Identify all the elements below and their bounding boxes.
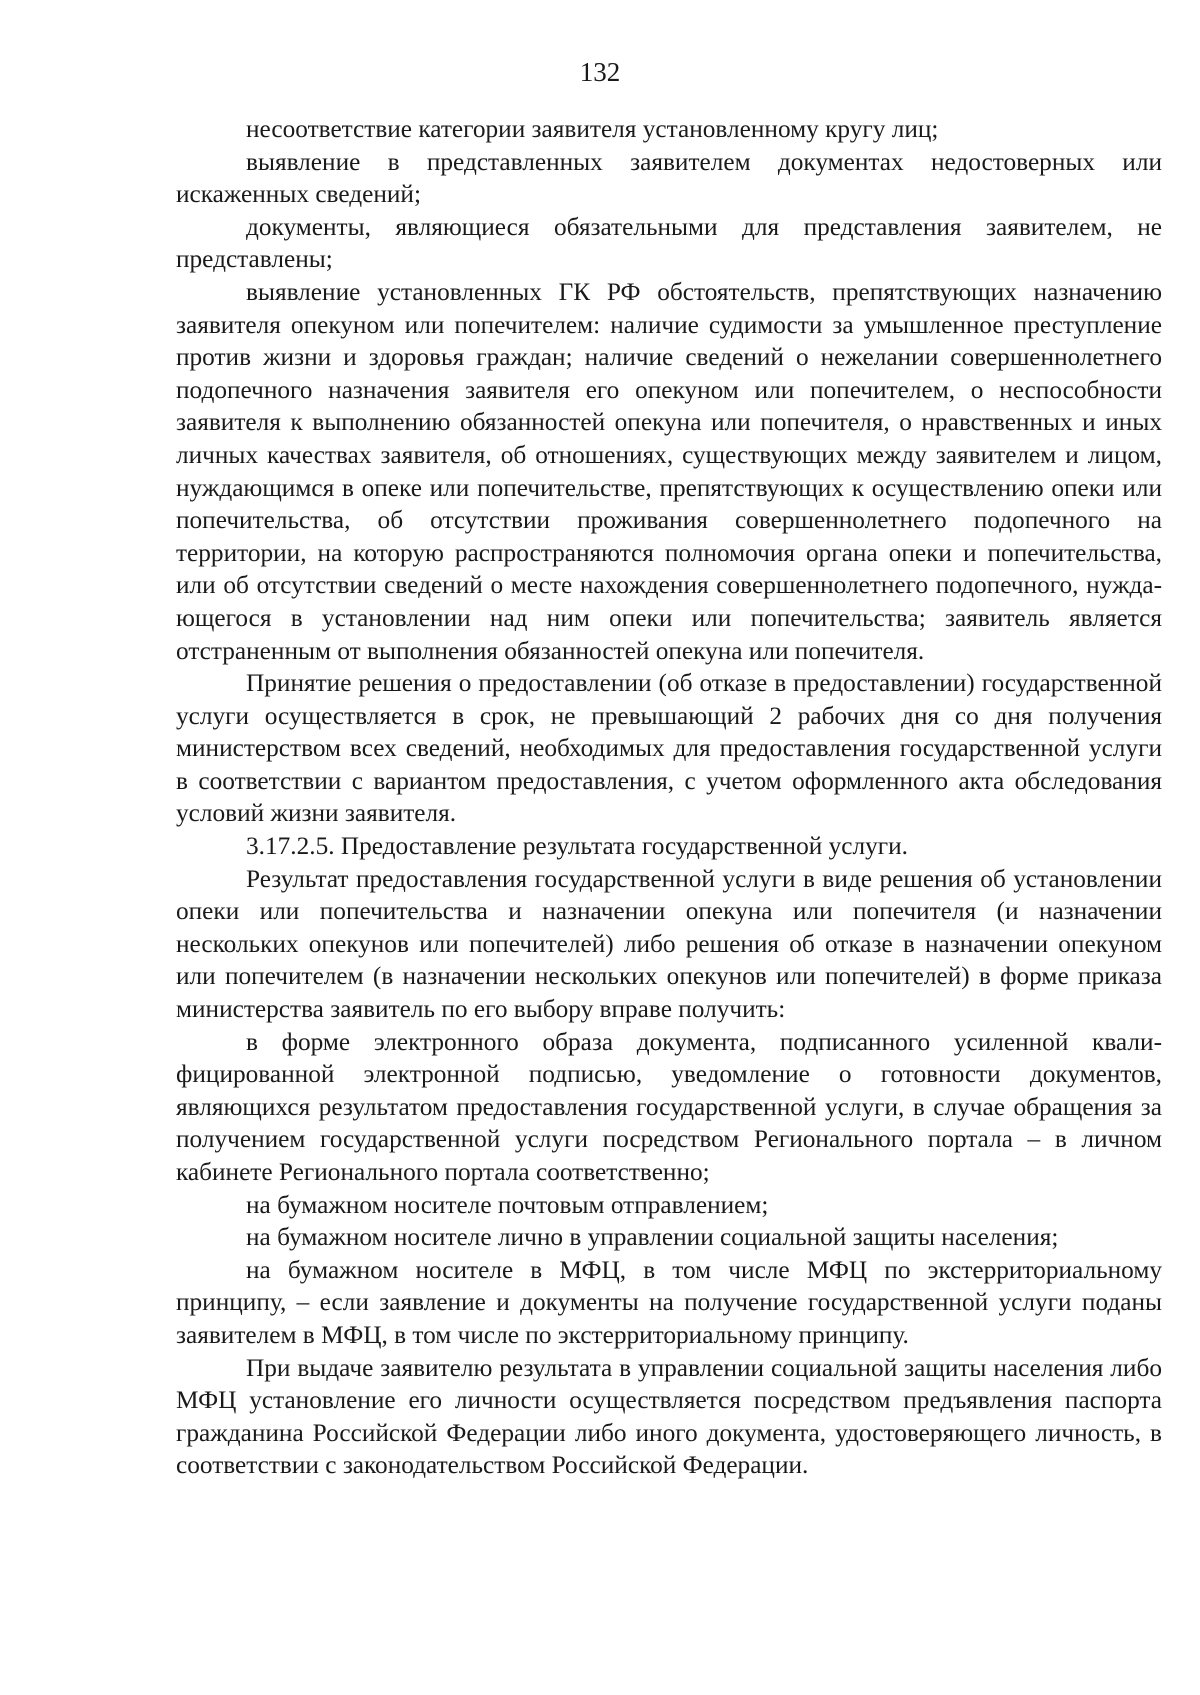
paragraph: документы, являющиеся обязательными для представления заявителем, не представлены;	[176, 212, 1162, 274]
paragraph: на бумажном носителе в МФЦ, в том числе МФЦ по экстерриториальному принципу, – если заявление и документы на получение государственной услуги поданы заявителем в МФЦ, в том числе по экстерриториальному принципу.	[176, 1255, 1162, 1349]
section-heading: 3.17.2.5. Предоставление результата государственной услуги.	[246, 832, 908, 861]
paragraph: в форме электронного образа документа, подписанного усиленной квалифицированной электронной подписью, уведомление о готовности документов, являющихся результатом предоставления государственной услуги, в случае обращения за получением государственной услуги посредством Регионального портала – в личном кабинете Регионального портала соответственно;	[176, 1027, 1162, 1186]
paragraph: выявление в представленных заявителем документах недостоверных или искаженных сведений;	[176, 147, 1162, 209]
paragraph: на бумажном носителе почтовым отправлением;	[246, 1190, 769, 1219]
paragraph: на бумажном носителе лично в управлении социальной защиты населения;	[246, 1223, 1059, 1252]
paragraph: выявление установленных ГК РФ обстоятельств, препятствующих назначению заявителя опекуном или попечителем: наличие судимости за умышленное преступление против жизни и здоровья граждан; наличие сведений о нежелании совершеннолетнего подопечного назначения заявителя его опекуном или попечителем, о неспособности заявителя к выполнению обязанностей опекуна или попечителя, о нравственных и иных личных качествах заявителя, об отношениях, существующих между заявителем и лицом, нуждающимся в опеке или попечительстве, препятствующих к осуществлению опеки или попечительства, об отсутствии проживания совершеннолетнего подопечного на территории, на которую распространяются полномочия органа опеки и попечительства, или об отсутствии сведений о месте нахождения совершеннолетнего подопечного, нуждающегося в установлении над ним опеки или попечительства; заявитель является отстраненным от выполнения обязанностей опекуна или попечителя.	[176, 277, 1162, 665]
document-body	[176, 113, 1162, 1482]
paragraph: Принятие решения о предоставлении (об отказе в предоставлении) государственной услуги осуществляется в срок, не превышающий 2 рабочих дня со дня получения министерством всех сведений, необходимых для предоставления государственной услуги в соответствии с вариантом предоставления, с учетом оформленного акта обследования условий жизни заявителя.	[176, 669, 1162, 828]
paragraph: несоответствие категории заявителя установленному кругу лиц;	[246, 115, 939, 143]
paragraph: При выдаче заявителю результата в управлении социальной защиты населения либо МФЦ установление его личности осуществляется посредством предъявления паспорта гражданина Российской Федерации либо иного документа, удостоверяющего личность, в соответствии с законодательством Российской Федерации.	[176, 1353, 1162, 1480]
page-number: 132	[579, 57, 621, 87]
paragraph: Результат предоставления государственной услуги в виде решения об установлении опеки или попечительства и назначении опекуна или попечителя (и назначении нескольких опекунов или попечителей) либо решения об отказе в назначении опекуном или попечителем (в назначении нескольких опекунов или попечителей) в форме приказа министерства заявитель по его выбору вправе получить:	[176, 864, 1162, 1024]
